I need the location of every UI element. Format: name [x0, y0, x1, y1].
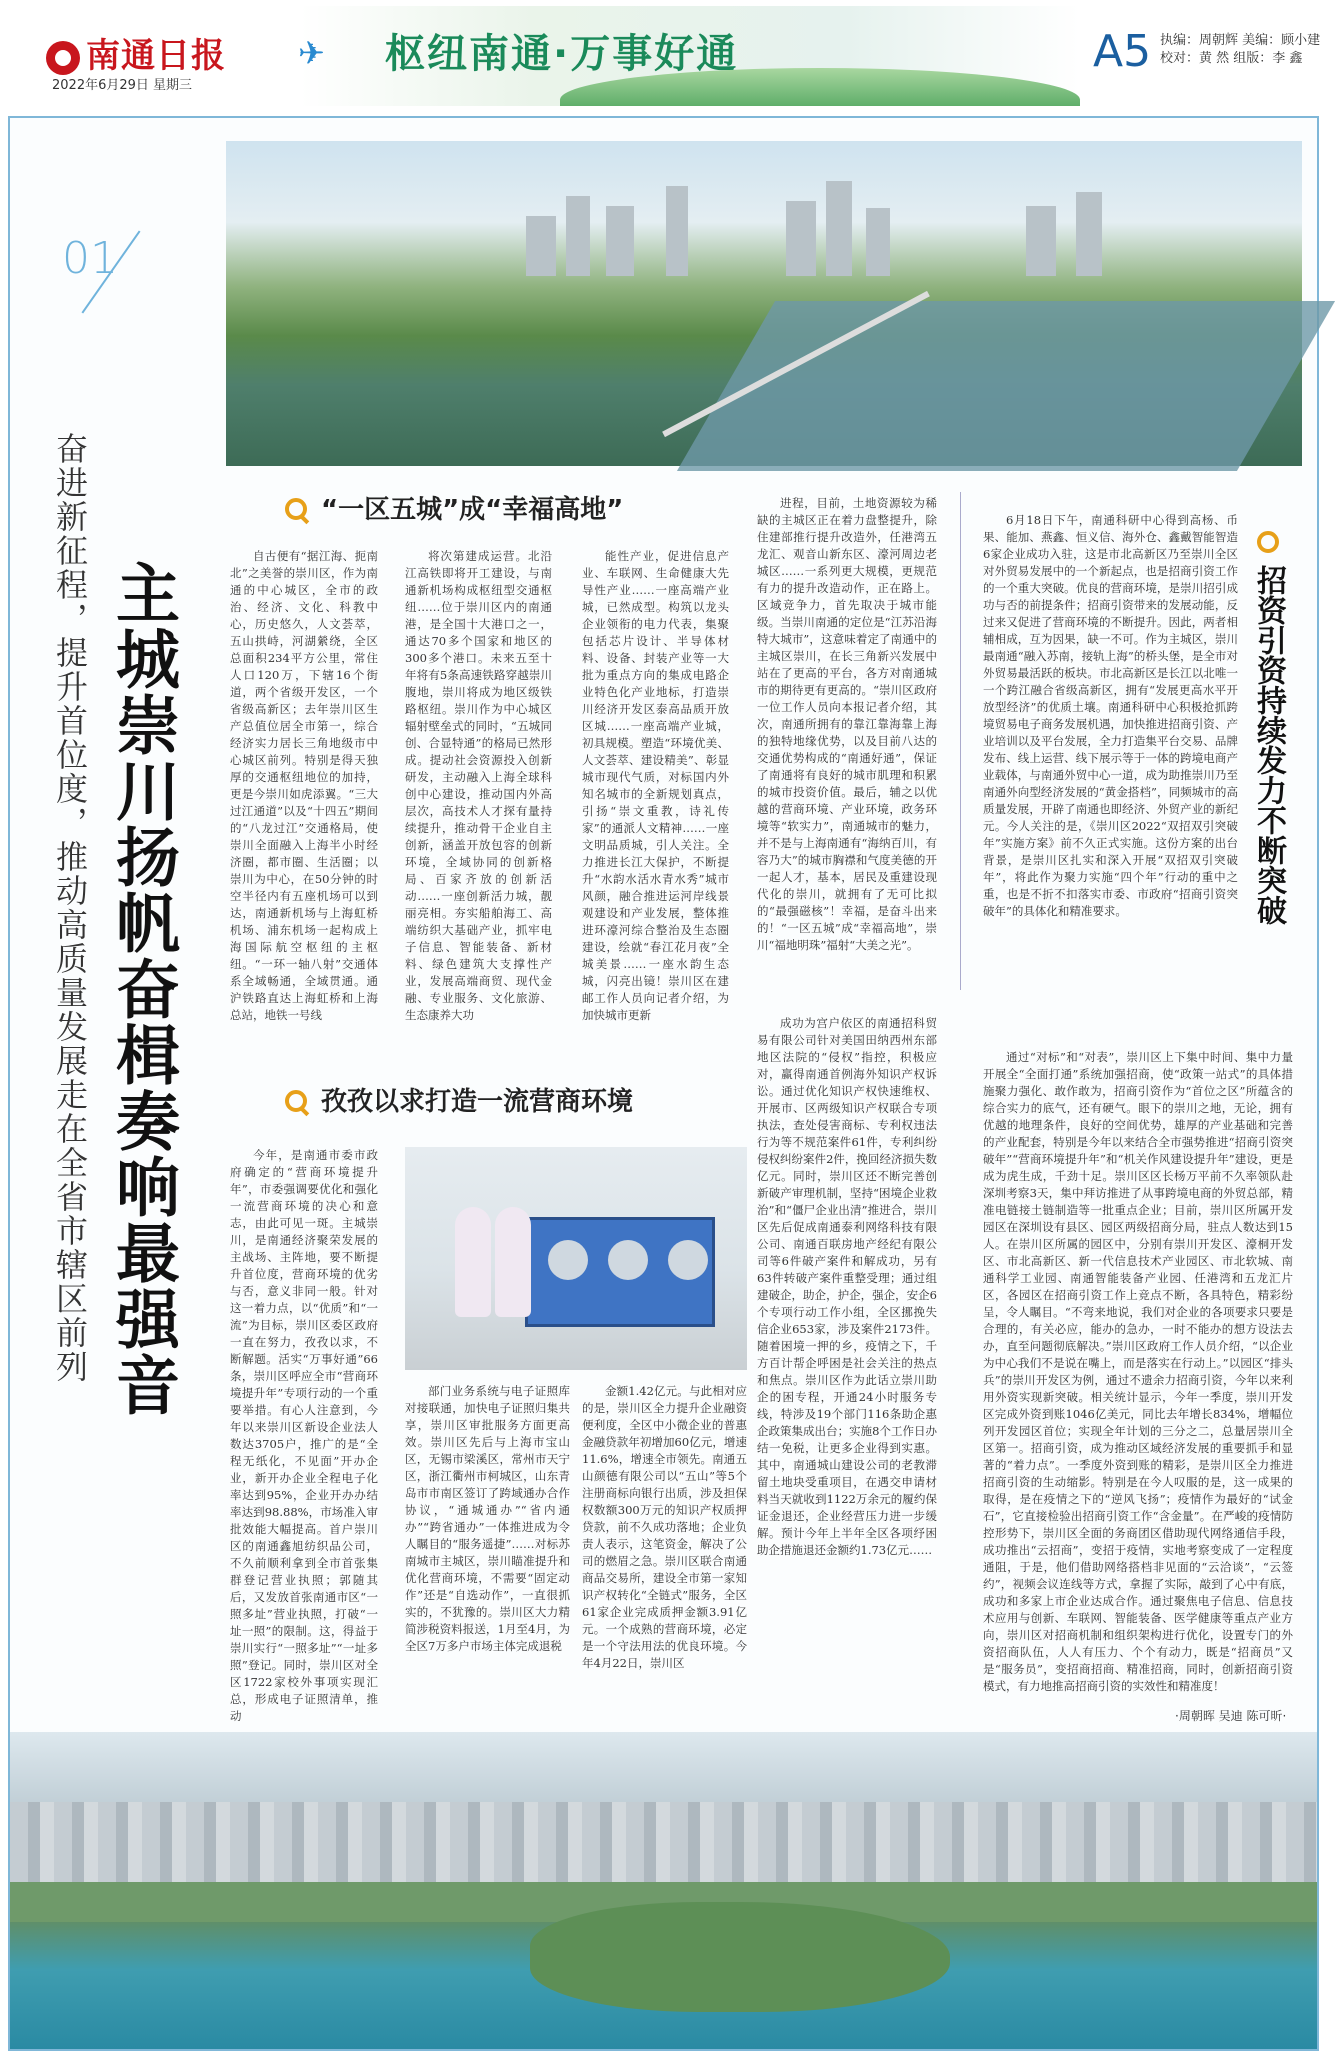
editors-line-2: 校对：黄 然 组版：李 鑫 [1160, 51, 1303, 66]
page-number: A5 [1093, 26, 1152, 77]
column-5-text: 6月18日下午，南通科研中心得到高杨、币果、能加、燕鑫、恒义信、海外仓、鑫戴智能智造6家企业成功入驻，这是市北高新区乃至崇川全区对外贸易发展中的一个新起点，也是招商引资工作的一个重大突破。优良的营商环境，是崇川招引成功与否的前提条件；招商引资带来的发展动能，反过来又促进了营商环境的不断提升。因此，两者相辅相成，互为因果，缺一不可。作为主城区，崇川最南通“融入苏南，接轨上海”的桥头堡，是全市对外贸易最活跃的板块。市北高新区是长江以北唯一一个跨江融合省级高新区，拥有“发展更高水平开放型经济”的优质土壤。南通科研中心积极抢抓跨境贸易电子商务发展机遇，加快推进招商引资、产业培训以及平台发展，全力打造集平台交易、品牌发布、线上运营、线下展示等于一体的跨境电商产业载体，与南通外贸中心一道，成为助推崇川乃至南通外向型经济发展的“黄金搭档”，同频城市的高质量发展，开辟了南通也即经济、外贸产业的新纪元。今人关注的是，《崇川区2022“双招双引突破年”实施方案》前不久正式实施。这份方案的出台背景，是崇川区扎实和深入开展“双招双引突破年”，将此作为聚力实施“四个年”行动的重中之重，也是不折不扣落实市委、市政府“招商引资突破年”的具体化和精准要求。 [983, 513, 1238, 918]
machine-shape [525, 1217, 715, 1327]
aerial-city-photo [226, 141, 1302, 466]
section-3-title: 招资引资持续发力不断突破 [1251, 565, 1286, 925]
column-3-text: 能性产业，促进信息产业、车联网、生命健康大先导性产业……一座高端产业城，已然成型。构筑以龙头企业领衔的电力代表，集聚包括芯片设计、半导体材料、设备、封装产业等一大批为重点方向的集成电路企业特色化产业地标，打造崇川经济开发区泰高品质开放区城……一座高端产业城，初具规模。塑造“环境优美、人文荟萃、建设精美”、彰显城市现代气质，对标国内外知名城市的全新规划真点，引扬“崇文重教，诗礼传家”的通派人文精神……一座文明品质城，引人关注。全力推进长江大保护，不断提升“水韵水活水青水秀”城市风颜，融合推进运河岸线景观建设和产业发展，整体推进环濠河综合整治及生态圈建设，绘就“春江花月夜”全城美景……一座水韵生态城，闪亮出镜！崇川区在建邮工作人员向记者介绍，为加快城市更新 [582, 549, 729, 1022]
article-column-8 [405, 1383, 570, 1721]
logo-text: 南通日报 [86, 36, 226, 76]
feature-subtitle: 奋进新征程，提升首位度，推动高质量发展走在全省市辖区前列 [51, 432, 89, 1384]
article-column-3 [582, 548, 729, 1022]
editors-credit [1160, 32, 1320, 68]
article-column-5 [983, 512, 1238, 1048]
article-column-9 [582, 1383, 747, 1721]
editors-line-1: 执编：周朝辉 美编：顾小建 [1160, 33, 1321, 48]
article-column-10 [757, 1015, 937, 1721]
issue-date [52, 74, 192, 93]
column-9-text: 金额1.42亿元。与此相对应的是，崇川区全力提升企业融资便利度，全区中小微企业的普惠金融贷款年初增加60亿元，增速11.6%，增速全市领先。南通五山颜德有限公司以“五山”等5个注册商标向银行出质，涉及担保权数额300万元的知识产权质押贷款，前不久成功落地；企业负责人表示，这笔资金，解决了公司的燃眉之急。崇川区联合南通商品交易所，建设全市第一家知识产权转化“全链式”服务，全区61家企业完成质押金额3.91亿元。一个成熟的营商环境，必定是一个守法用法的优良环境。今年4月22日，崇川区 [582, 1384, 747, 1670]
section-2-title: 孜孜以求打造一流营商环境 [321, 1087, 634, 1117]
column-8-text: 部门业务系统与电子证照库对接联通，加快电子证照归集共享，崇川区审批服务方面更高效。崇川区先后与上海市宝山区，无锡市梁溪区，常州市天宁区，浙江衢州市柯城区，山东青岛市市南区签订了跨域通办合作协议，“通城通办”“省内通办”“跨省通办”一体推进成为令人瞩目的“服务遥捷”……对标苏南城市主城区，崇川瞄准提升和优化营商环境，不需要“固定动作”还是“自选动作”，一直很抓实的，不犹豫的。崇川区大力精简涉税资料报送，1月至4月，为全区7万多户市场主体完成退税 [405, 1384, 570, 1653]
article-column-4 [757, 495, 937, 1000]
column-7-text: 今年，是南通市委市政府确定的“营商环境提升年”，市委强调要优化和强化一流营商环境的决心和意志，由此可见一斑。主城崇川，是南通经济聚荣发展的主战场、主阵地，要不断提升首位度，营商环境的优劣与否，意义非同一般。针对这一着力点，以“优质”和“一流”为目标，崇川区委区政府一直在努力，孜孜以求，不断解题。活实“万事好通”66条，崇川区呼应全市“营商环境提升年”专项行动的一个重要举措。有心人注意到，今年以来崇川区新设企业法人数达3705户，推广的是“全程无纸化，不见面”开办企业，新开办企业全程电子化率达到95%，企业开办办结率达到98.88%，市场准入审批效能大幅提高。首户崇川区的南通鑫旭纺织品公司，不久前顺利拿到全市首张集群登记营业执照；郭随其后，又发放首张南通市区“一照多址”营业执照，打破“一址一照”的限制。这，得益于崇川实行“一照多址”“一址多照”登记。同时，崇川区对全区1722家校外事项实现汇总，形成电子证照清单，推动 [230, 1148, 378, 1723]
banner-title: 枢纽南通·万事好通 [385, 31, 739, 77]
section-number: 01 [62, 233, 118, 284]
article-column-2 [405, 548, 552, 1022]
column-6-text: 通过“对标”和“对表”，崇川区上下集中时间、集中力量开展全“全面打通”系统加强招商，使“政策一站式”的具体措施聚力强化、敢作敢为，招商引资作为“首位之区”所蕴含的综合实力的底气，还有硬气。眼下的崇川之地，无论，拥有优越的地理条件，良好的空间优势，雄厚的产业基础和完善的产业配套，特别是今年以来结合全市强势推进“招商引资突破年”“营商环境提升年”和“机关作风建设提升年”建设，更是成为虎生成，千劲十足。崇川区区长杨万平前不久率领队赴深圳考察3天，集中拜访推进了从事跨境电商的外贸总部，精准电链接土链制造等一批重点企业；目前，崇川区所属开发园区在深圳设有县区、园区两级招商分局，驻点人数达到15人。在崇川区所属的园区中，分别有崇川开发区、濠桐开发区、市北高新区、新一代信息技术产业园区、市北软城、南通科学工业园、南通智能装备产业园、任港湾和五龙汇片区，各园区在招商引资工作上竞点不断，各具特色，精彩纷呈，令人瞩目。“不弯来地说，我们对企业的各项要求只要是合理的，有关必应，能办的急办，一时不能办的想方设法去办，直至问题彻底解决。”崇川区政府工作人员介绍，“以企业为中心我们不是说在嘴上，而是落实在行动上。”以园区“排头兵”的崇川开发区为例，通过不遗余力招商引资，今年以来利用外资实现新突破。相关统计显示，今年一季度，崇川开发区完成外资到账1046亿美元，同比去年增长834%，增幅位列开发园区首位；实现全年计划的三分之二，总量居崇川全区第一。招商引资，成为推动区域经济发展的重要抓手和显著的“着力点”。一季度外资到账的精彩，是崇川区全力推进招商引资的生动缩影。特别是在今人叹服的是，这一成果的取得，是在疫情之下的“逆风飞扬”；疫情作为最好的“试金石”，它直接检验出招商引资工作“含金量”。在严峻的疫情防控形势下，崇川区全面的务商团区借助现代网络通信手段，成功推出“云招商”，变招于疫情，实地考察变成了一定程度通阻，于是，他们借助网络搭档非见面的“云洽谈”，“云签约”，视频会议连线等方式，拿握了实际，敲到了心中有底，成功和多家上市企业达成合作。通过聚焦电子信息、信息技术应用与创新、车联网、智能装备、医学健康等重点产业方向，崇川区对招商机制和组织架构进行优化，设置专门的外资招商队伍，人人有压力、个个有动力，既是“招商员”又是“服务员”，变招商招商、精准招商，同时，创新招商引资模式，有力地推高招商引资的实效性和精准度！ [983, 1050, 1293, 1693]
logo-mark-icon [46, 41, 80, 75]
article-column-1 [230, 548, 378, 1022]
column-4-text: 进程，目前，土地资源较为稀缺的主城区正在着力盘整提升，除住建部推行提升改造外，任港湾五龙汇、观音山新东区、濠河周边老城区……一系列更大规模，更规范有力的提升改造动作，正在路上。区域竞争力，首先取决于城市能级。当崇川南通的定位是“江苏沿海特大城市”，这意味着定了南通中的主城区崇川，在长三角新兴发展中站在了更高的平台，各方对南通城市的期待更有更高的。“崇川区政府一位工作人员向本报记者介绍，其次，南通所拥有的靠江靠海靠上海的独特地缘优势，以及目前八达的交通优势构成的“南通好通”，保证了南通将有良好的城市肌理和积累的城市投资价值。最后，辅之以优越的营商环境、产业环境，政务环境等“软实力”，南通城市的魅力，并不是与上海南通有“海纳百川，有容乃大”的城市胸襟和气度美德的开一起人才，基本，居民及重建设现代化的崇川，就拥有了无可比拟的“最强磁核”！幸福，是奋斗出来的！“一区五城”成“幸福高地”，崇川“福地明珠”福射“大美之光”。 [757, 496, 937, 952]
airplane-icon: ✈ [298, 34, 325, 72]
section-heading-1 [285, 489, 623, 526]
feature-title: 主城崇川扬帆奋楫奏响最强音 [105, 560, 179, 1418]
worker-figure [495, 1207, 531, 1317]
worker-figure [455, 1207, 491, 1317]
factory-photo [405, 1147, 747, 1370]
date-text: 2022年6月29日 [52, 78, 149, 93]
byline: ·周朝晖 吴迪 陈可昕· [1175, 1709, 1287, 1723]
column-1-text: 自古便有“据江海、扼南北”之美誉的崇川区，作为南通的中心城区，全市的政治、经济、文化、科教中心，历史悠久，人文荟萃，五山拱峙，河湖縈绕，全区总面积234平方公里，常住人口120万，下辖16个街道，两个省级开发区，一个省级高新区；去年崇川区生产总值位居全市第一，综合经济实力居长三角地级市中心城区前列。特别是得天独厚的交通枢纽地位的加持，更是今崇川如虎添翼。“三大过江通道”以及“十四五”期间的“八龙过江”交通格局，使崇川全面融入上海半小时经济圈，都市圈、生活圈；以崇川为中心，在50分钟的时空半径内有五座机场可以到达，南通新机场与上海虹桥机场、浦东机场一起构成上海国际航空枢纽的主枢纽。“一环一轴八射”交通体系全域畅通，全域贯通。通沪铁路直达上海虹桥和上海总站，地铁一号线 [230, 549, 378, 1022]
lakeside-city-photo [10, 1732, 1317, 2049]
column-2-text: 将次第建成运营。北沿江高铁即将开工建设，与南通新机场构成枢纽型交通枢纽……位于崇川区内的南通港，是全国十大港口之一，通达70多个国家和地区的300多个港口。未来五至十年将有5条高速铁路穿越崇川腹地，崇川将成为地区级铁路枢纽。崇川作为中心城区辐射壁垒式的同时，“五城同创、合显特通”的格局已然形成。提动社会资源投入创新研发，主动融入上海全球科创中心建设，推动国内外高层次，高技术人才探有量持续提升，推动骨干企业自主创新，涵盖开放包容的创新环境，全域协同的创新格局、百家齐放的创新活动……一座创新活力城，靓丽亮相。夯实船舶海工、高端纺织大基础产业，抓牢电子信息、智能装备、新材料、绿色建筑大支撑性产业，发展高端商贸、现代金融、专业服务、文化旅游、生态康养大功 [405, 549, 552, 1022]
weekday-text: 星期三 [153, 78, 193, 93]
section-heading-2 [285, 1081, 633, 1118]
section-1-title: “一区五城”成“幸福高地” [321, 495, 624, 525]
magnifier-icon [285, 498, 307, 520]
article-column-7 [230, 1147, 378, 1722]
magnifier-icon-3 [285, 1090, 307, 1112]
masthead [0, 0, 1327, 112]
column-divider [960, 492, 961, 990]
article-column-6 [983, 1049, 1293, 1699]
magnifier-icon-2 [1257, 531, 1279, 553]
newspaper-logo [46, 28, 226, 77]
section-heading-3 [1248, 531, 1288, 925]
column-10-text: 成功为宫户依区的南通招科贸易有限公司针对美国田纳西州东部地区法院的“侵权”指控，积极应对，赢得南通首例海外知识产权诉讼。通过优化知识产权快速维权、开展市、区两级知识产权联合专项执法，查处侵害商标、专利权违法行为等不规范案件61件，专利纠纷侵权纠纷案件2件，挽回经济损失数亿元。同时，崇川区还不断完善创新破产审理机制，坚持“困境企业救治”和“僵尸企业出清”推进合，崇川区先后促成南通泰利网络科技有限公司、南通百联房地产经纪有限公司等6件破产案件和解成功，另有63件转破产案件重整受理；通过组建破企，助企，护企，强企，安企6个专项行动工作小组，全区挪挽失信企业653家，涉及案件2173件。随着困境一押的乡，疫情之下，千方百计帮企呼困是社会关注的热点和焦点。崇川区作为此话立崇川助企的困专程，开通24小时服务专线，特涉及19个部门116条助企惠企政策集成出台；实施8个工作日办结一免税，让更多企业得到实惠。其中，南通城山建设公司的老教滞留土地块受重项目，在遇交申请材料当天就收到1122万余元的履约保证金退还，企业经营压力进一步缓解。预计今年上半年全区各项纾困助企措施退还金额约1.73亿元…… [757, 1016, 937, 1557]
